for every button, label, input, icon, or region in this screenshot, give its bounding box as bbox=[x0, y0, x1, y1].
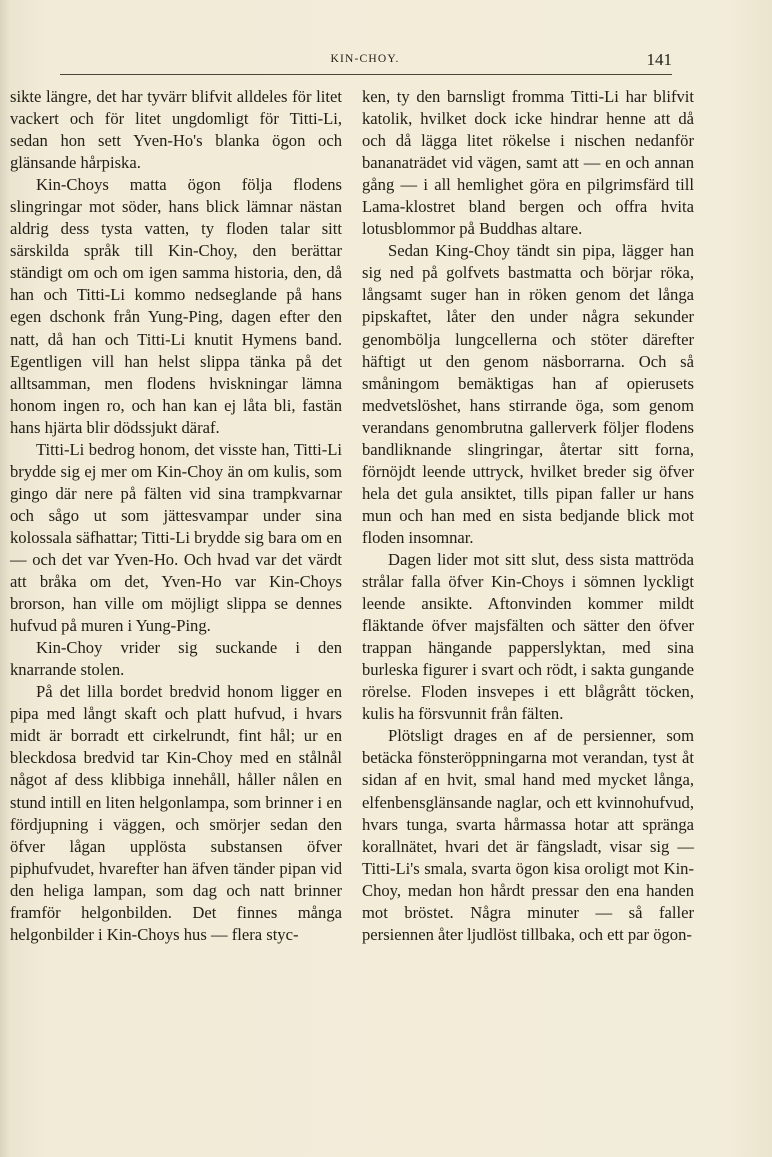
paragraph: Sedan King-Choy tändt sin pipa, lägger han sig ned på golfvets bastmatta och börjar röka, långsamt suger han in röken genom det långa pipskaftet, låter den under några sekunder genombölja lungcellerna och stöter därefter häftigt ut den genom näsborrarna. Och så småningom bemäktigas han af opierusets medvetslöshet, hans stirrande öga, som genom verandans genombrutna gallerverk följer flodens bandliknande slingringar, återtar sitt forna, förnöjdt leende uttryck, hvilket breder sig öfver hela det gula ansiktet, tills pipan faller ur hans mun och han med en sista bedjande blick mot floden insomnar. bbox=[362, 241, 694, 547]
page-number: 141 bbox=[646, 50, 672, 69]
running-head: KIN-CHOY. bbox=[330, 53, 400, 65]
paragraph: sikte längre, det har tyvärr blifvit alldeles för litet vackert och för litet ungdomligt för Titti-Li, sedan hon sett Yven-Ho's blanka ögon och glänsande hårpiska. bbox=[10, 87, 342, 173]
paragraph: Dagen lider mot sitt slut, dess sista mattröda strålar falla öfver Kin-Choys i sömnen lyckligt leende ansikte. Aftonvinden kommer mildt fläktande öfver majsfälten och sätter den öfver trappan hängande papperslyktan, med sina burleska figurer i svart och rödt, i sakta gungande rörelse. Floden insvepes i ett blågrått töcken, kulis ha försvunnit från fälten. bbox=[362, 549, 694, 724]
paragraph: Titti-Li bedrog honom, det visste han, Titti-Li brydde sig ej mer om Kin-Choy än om kulis, som gingo där nere på fälten vid sina trampkvarnar och sågo ut som jättesvampar under sina kolossala säfhattar; Titti-Li brydde sig bara om en — och det var Yven-Ho. Och hvad var det värdt att bråka om det, Yven-Ho var Kin-Choys brorson, han ville om möjligt slippa se dennes hufvud på muren i Yung-Ping. bbox=[10, 439, 342, 636]
paragraph: Kin-Choy vrider sig suckande i den knarrande stolen. bbox=[10, 638, 342, 680]
page-header bbox=[58, 50, 672, 74]
left-column bbox=[10, 86, 342, 946]
header-rule bbox=[60, 74, 672, 75]
page-edge-shadow bbox=[0, 0, 10, 1157]
right-column bbox=[362, 86, 694, 946]
paragraph: På det lilla bordet bredvid honom ligger en pipa med långt skaft och platt hufvud, i hvars midt är borradt ett cirkelrundt, fint hål; ur en bleckdosa bredvid tar Kin-Choy med en stålnål något af dess klibbiga innehåll, håller nålen en stund intill en liten helgonlampa, som brinner i en fördjupning i väggen, och smörjer sedan den öfver lågan upplösta substansen öfver piphufvudet, hvarefter han äfven tänder pipan vid den heliga lampan, som dag och natt brinner framför helgonbilden. Det finnes många helgonbilder i Kin-Choys hus — flera styc- bbox=[10, 682, 342, 944]
paragraph: ken, ty den barnsligt fromma Titti-Li har blifvit katolik, hvilket dock icke hindrar henne att då och då lägga litet rökelse i nischen nedanför bananaträdet vid vägen, samt att — en och annan gång — i all hemlighet göra en pilgrimsfärd till Lama-klostret bland bergen och offra hvita lotusblommor på Buddhas altare. bbox=[362, 87, 694, 239]
paragraph: Plötsligt drages en af de persienner, som betäcka fönsteröppningarna mot verandan, tyst åt sidan af en hvit, smal hand med mycket långa, elfenbensglänsande naglar, och ett kvinnohufvud, hvars tunga, svarta hårmassa hotar att spränga korallnätet, hvari det är fängsladt, visar sig — Titti-Li's smala, svarta ögon kisa oroligt mot Kin-Choy, medan hon hårdt pressar den ena handen mot bröstet. Några minuter — så faller persiennen åter ljudlöst tillbaka, och ett par ögon- bbox=[362, 726, 694, 944]
paragraph: Kin-Choys matta ögon följa flodens slingringar mot söder, hans blick lämnar nästan aldrig dess tysta vatten, ty floden talar sitt särskilda språk till Kin-Choy, den berättar ständigt om och om igen samma historia, den, då han och Titti-Li kommo nedseglande på hans egen dschonk från Yung-Ping, dagen efter den natt, då han och Titti-Li knutit Hymens band. Egentligen vill han helst slippa tänka på det alltsamman, men flodens hviskningar lämna honom ingen ro, och han kan ej låta bli, fastän hans hjärta blir dödssjukt däraf. bbox=[10, 175, 342, 437]
